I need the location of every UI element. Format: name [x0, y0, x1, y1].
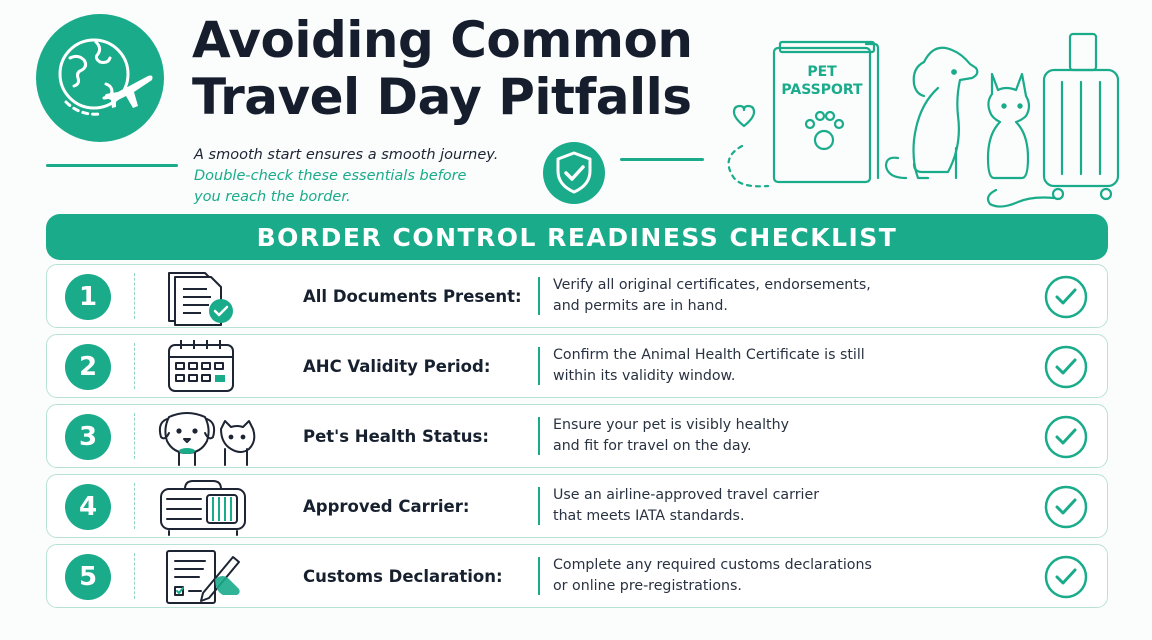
title-line-1: Avoiding Common [192, 11, 693, 69]
check-circle-icon [1044, 345, 1088, 389]
description-line-1: Ensure your pet is visibly healthy [553, 417, 789, 433]
item-description [553, 545, 953, 607]
step-number-badge: 3 [65, 414, 111, 460]
tagline [194, 145, 498, 208]
checklist-row-1 [46, 264, 1108, 328]
dashed-divider [134, 483, 135, 529]
dashed-divider [134, 413, 135, 459]
item-description [553, 265, 953, 327]
step-number-badge: 4 [65, 484, 111, 530]
calendar-icon [151, 335, 263, 397]
checklist-banner [46, 214, 1108, 260]
label-divider [538, 557, 540, 595]
label-divider [538, 347, 540, 385]
check-circle-icon [1044, 415, 1088, 459]
title-line-2: Travel Day Pitfalls [192, 68, 692, 126]
tagline-line-1: A smooth start ensures a smooth journey. [194, 147, 499, 163]
description-line-2: that meets IATA standards. [553, 508, 745, 524]
checklist-row-3 [46, 404, 1108, 468]
heart-icon [734, 106, 754, 126]
right-divider-line [620, 158, 704, 161]
shield-check-icon [541, 140, 607, 206]
hero-illustration [706, 28, 1126, 208]
dog-cat-icon [151, 405, 263, 467]
suitcase-icon [1044, 34, 1118, 199]
tagline-line-3: you reach the border. [194, 189, 351, 205]
checklist-row-5 [46, 544, 1108, 608]
passport-text-passport: PASSPORT [781, 82, 863, 98]
dog-icon [886, 48, 977, 178]
tagline-line-2: Double-check these essentials before [194, 168, 467, 184]
check-circle-icon [1044, 485, 1088, 529]
checklist-row-2 [46, 334, 1108, 398]
passport-icon [774, 42, 878, 182]
page-title [192, 12, 692, 126]
step-number-badge: 1 [65, 274, 111, 320]
item-description [553, 335, 953, 397]
check-circle-icon [1044, 555, 1088, 599]
item-label: Customs Declaration: [303, 566, 503, 586]
description-line-1: Verify all original certificates, endorsements, [553, 277, 871, 293]
description-line-2: or online pre-registrations. [553, 578, 742, 594]
checklist-row-4 [46, 474, 1108, 538]
description-line-2: and fit for travel on the day. [553, 438, 752, 454]
label-divider [538, 277, 540, 315]
item-label: Pet's Health Status: [303, 426, 489, 446]
item-description [553, 475, 953, 537]
passport-text-pet: PET [807, 64, 837, 80]
description-line-1: Confirm the Animal Health Certificate is still [553, 347, 865, 363]
dashed-divider [134, 273, 135, 319]
check-circle-icon [1044, 275, 1088, 319]
globe-plane-icon [36, 14, 164, 142]
step-number-badge: 5 [65, 554, 111, 600]
description-line-1: Complete any required customs declarations [553, 557, 872, 573]
banner-title: BORDER CONTROL READINESS CHECKLIST [256, 222, 898, 252]
dashed-divider [134, 553, 135, 599]
label-divider [538, 417, 540, 455]
label-divider [538, 487, 540, 525]
left-divider-line [46, 164, 178, 167]
dashed-divider [134, 343, 135, 389]
pet-carrier-icon [151, 475, 263, 537]
description-line-1: Use an airline-approved travel carrier [553, 487, 820, 503]
description-line-2: within its validity window. [553, 368, 736, 384]
step-number-badge: 2 [65, 344, 111, 390]
item-label: Approved Carrier: [303, 496, 470, 516]
documents-check-icon [151, 265, 263, 327]
item-label: All Documents Present: [303, 286, 522, 306]
item-description [553, 405, 953, 467]
description-line-2: and permits are in hand. [553, 298, 728, 314]
form-pen-icon [151, 545, 263, 607]
item-label: AHC Validity Period: [303, 356, 491, 376]
